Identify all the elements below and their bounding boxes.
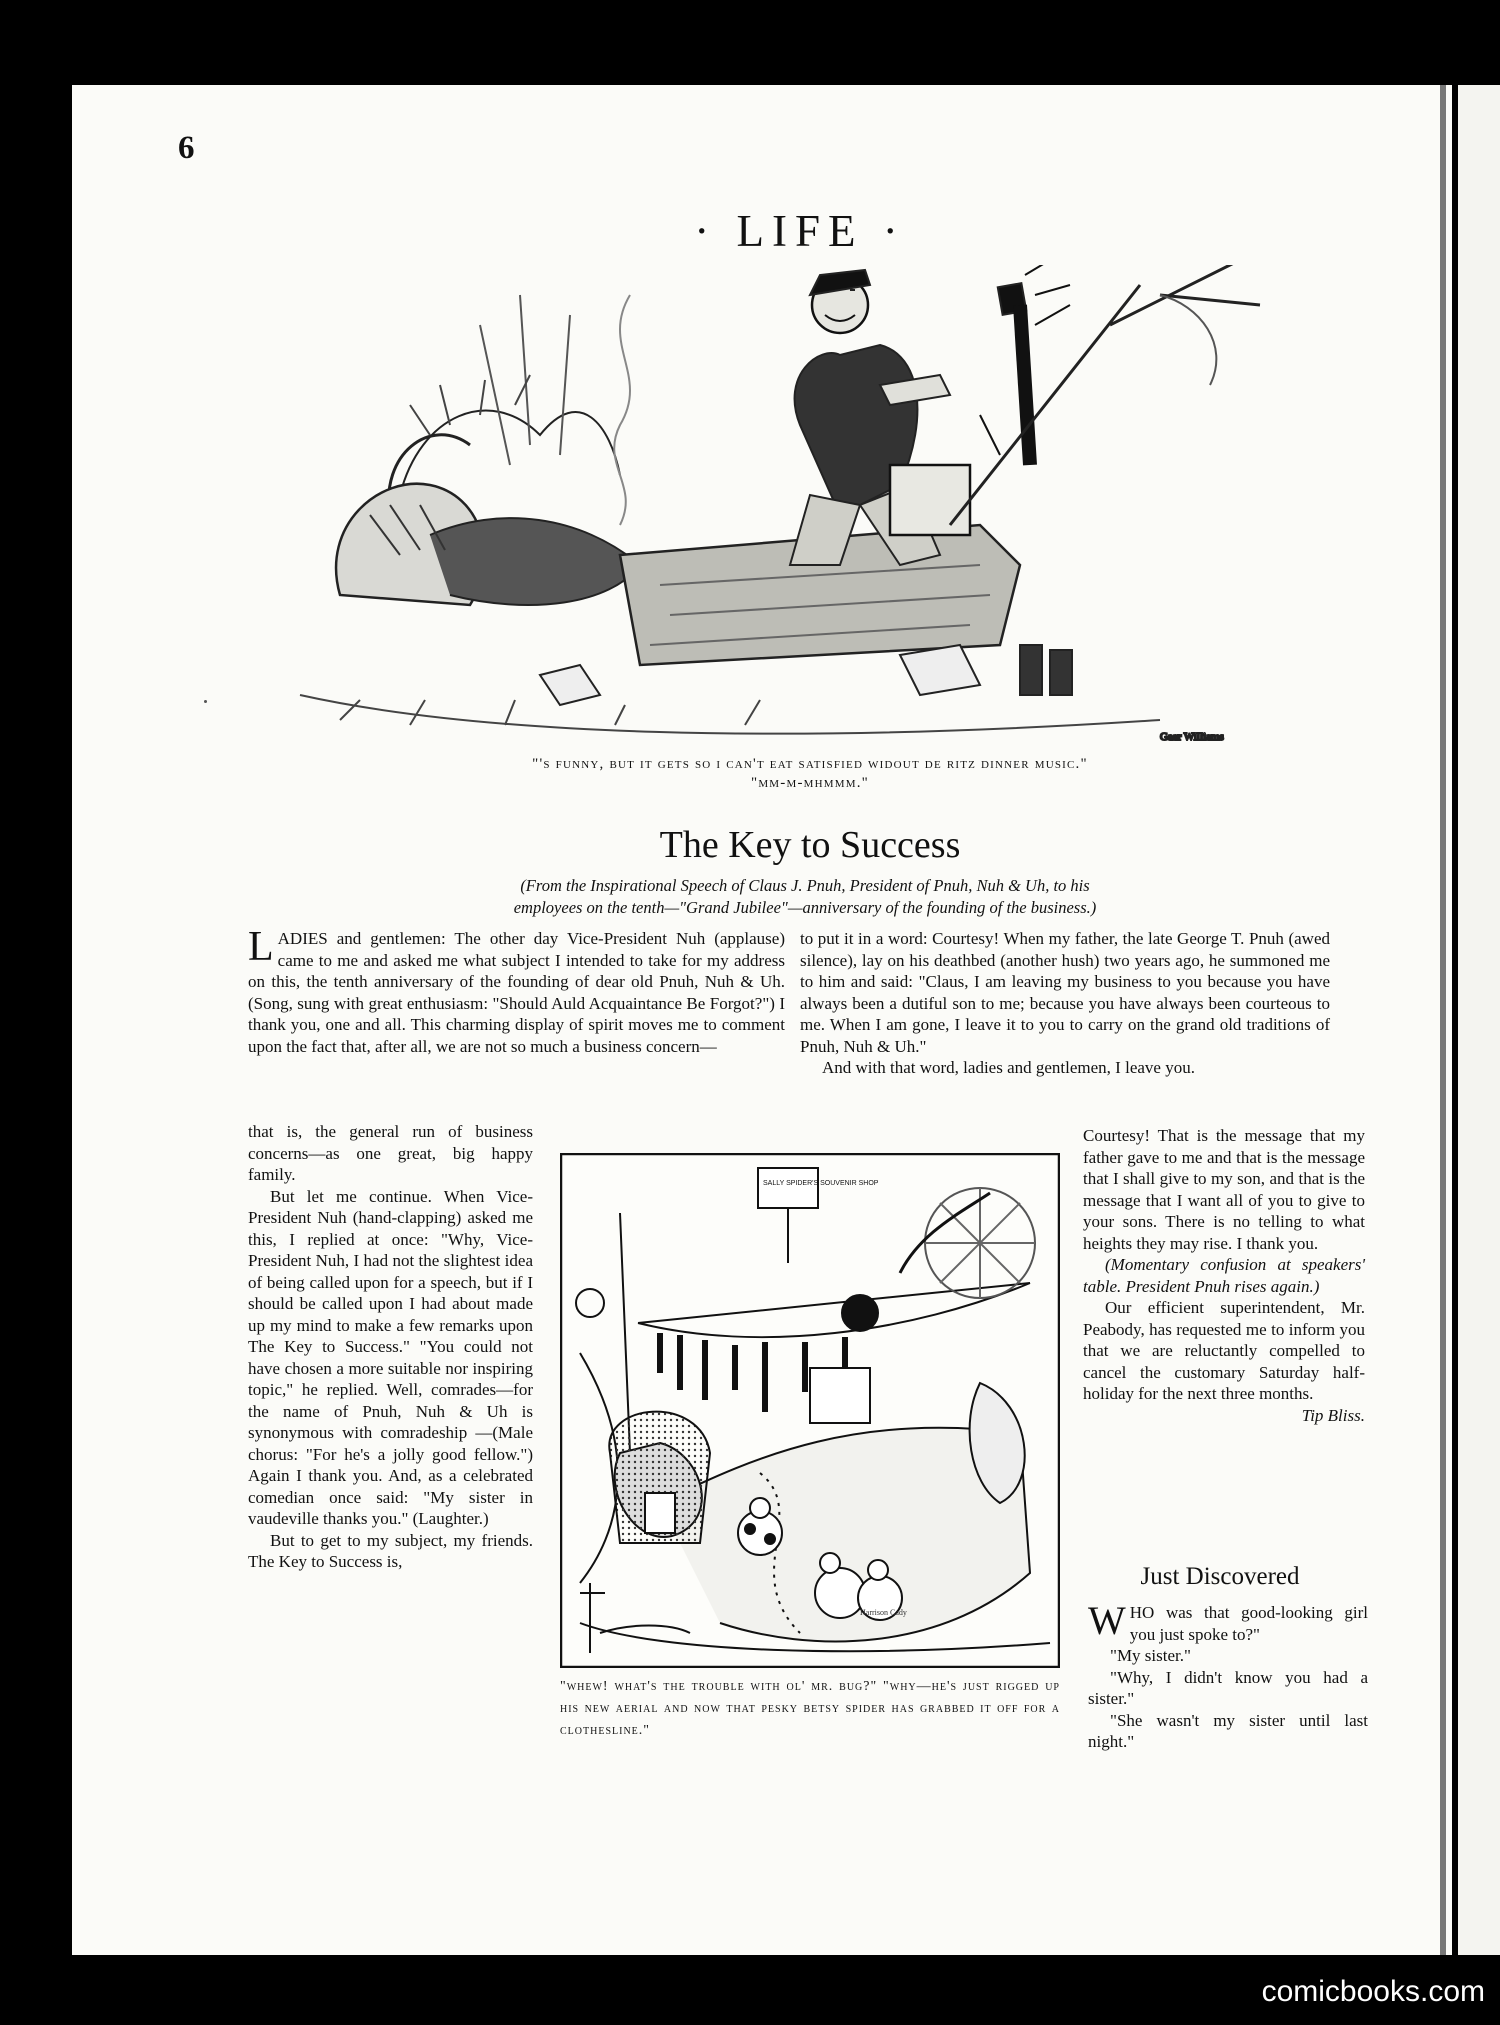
subtitle-line-1: (From the Inspirational Speech of Claus J. Pnuh, President of Pnuh, Nuh & Uh, to his (520, 876, 1090, 895)
top-caption-line-1: "'s funny, but it gets so i can't eat satisfied widout de ritz dinner music." (532, 756, 1088, 772)
column-3-paragraph-3: Our efficient superintendent, Mr. Peabody, has requested me to inform you that we are reluctantly compelled to cancel the customary Saturday half-holiday for the next three months. (1083, 1298, 1365, 1403)
watermark: comicbooks.com (1261, 1975, 1485, 2008)
column-2-paragraph-1: to put it in a word: Courtesy! When my father, the late George T. Pnuh (awed silence), lay on his deathbed (another hush) two years ago, he summoned me to him and said: "Claus, I am leaving my business to you because you have always been a dutiful son to me; because you have always been courteous to me. When I am gone, I leave it to you to carry on the grand old traditions of Pnuh, Nuh & Uh." (800, 929, 1330, 1056)
short-piece-line-1 (1088, 1598, 1368, 1645)
short-piece-line-1-text: HO was that good-looking girl you just spoke to?" (1129, 1603, 1368, 1644)
short-piece-line-3: "Why, I didn't know you had a sister." (1088, 1667, 1368, 1708)
speck (204, 700, 207, 703)
paragraph-1b: that is, the general run of business concerns—as one great, big happy family. (248, 1122, 533, 1184)
masthead: · LIFE · (694, 206, 906, 256)
dropcap-L: L (248, 924, 274, 970)
article-subtitle (330, 875, 1280, 919)
top-caption-line-2: "mm-m-mhmmm." (751, 775, 869, 791)
top-cartoon-caption (240, 755, 1380, 793)
hobo-cartoon (280, 265, 1300, 755)
paragraph-2: But let me continue. When Vice-President Nuh (hand-clapping) asked me this, I replied at once: "Why, Vice-President Nuh, I had not the slightest idea of being called upon for a speech, but if I should be called upon I had about made up my mind to make a few remarks upon The Key to Success." "You could not have chosen a more suitable nor inspiring topic," he replied. Well, comrades—for the name of Pnuh, Nuh & Uh is synonymous with comradeship —(Male chorus: "For he's a jolly good fellow.") Again I thank you. And, as a celebrated comedian once said: "My sister in vaudeville thanks you." (Laughter.) (248, 1186, 533, 1528)
column-2-paragraph-2: And with that word, ladies and gentlemen, I leave you. (822, 1058, 1195, 1077)
column-3-paragraph-2: (Momentary confusion at speakers' table. President Pnuh rises again.) (1083, 1255, 1365, 1296)
column-3-paragraph-1: Courtesy! That is the message that my father gave to me and that is the message that I shall give to my son, and that is the message that I want all of you to give to your sons. There is no telling to what heights they may rise. I thank you. (1083, 1126, 1365, 1253)
short-piece-title: Just Discovered (1140, 1563, 1300, 1590)
short-piece-body (1088, 1598, 1368, 1753)
facing-page-edge (1440, 85, 1446, 1955)
dropcap-W: W (1088, 1598, 1126, 1643)
short-piece-line-2: "My sister." (1110, 1646, 1191, 1665)
column-1-lower (248, 1121, 533, 1573)
bug-cartoon-signature: Harrison Cady (860, 1608, 907, 1617)
bug-cartoon-caption: "whew! what's the trouble with ol' mr. bug?" "why—he's just rigged up his new aerial and now that pesky betsy spider has grabbed it off for a clothesline." (560, 1679, 1060, 1738)
subtitle-line-2: employees on the tenth—"Grand Jubilee"—anniversary of the founding of the business.) (513, 898, 1097, 917)
paragraph-1 (248, 924, 785, 1057)
article-byline: Tip Bliss. (1301, 1405, 1365, 1425)
facing-page (1458, 85, 1500, 1955)
top-cartoon-signature: Gaar Williams (1160, 731, 1224, 743)
column-1-top (248, 924, 785, 1057)
short-piece-line-4: "She wasn't my sister until last night." (1088, 1710, 1368, 1751)
column-2-top (800, 928, 1330, 1079)
article-title: The Key to Success (659, 824, 961, 866)
paragraph-1-text: ADIES and gentlemen: The other day Vice-President Nuh (applause) came to me and asked me what subject I intended to take for my address on this, the tenth anniversary of the founding of dear old Pnuh, Nuh & Uh. (Song, sung with great enthusiasm: "Should Auld Acquaintance Be Forgot?") I thank you, one and all. This charming display of spirit moves me to comment upon the fact that, after all, we are not so much a business concern— (248, 929, 785, 1056)
page-number: 6 (178, 130, 195, 166)
paragraph-3: But to get to my subject, my friends. The Key to Success is, (248, 1530, 533, 1571)
column-3 (1083, 1125, 1365, 1426)
bug-cartoon (560, 1153, 1060, 1668)
sally-spider-sign: SALLY SPIDER'S SOUVENIR SHOP (763, 1180, 879, 1187)
